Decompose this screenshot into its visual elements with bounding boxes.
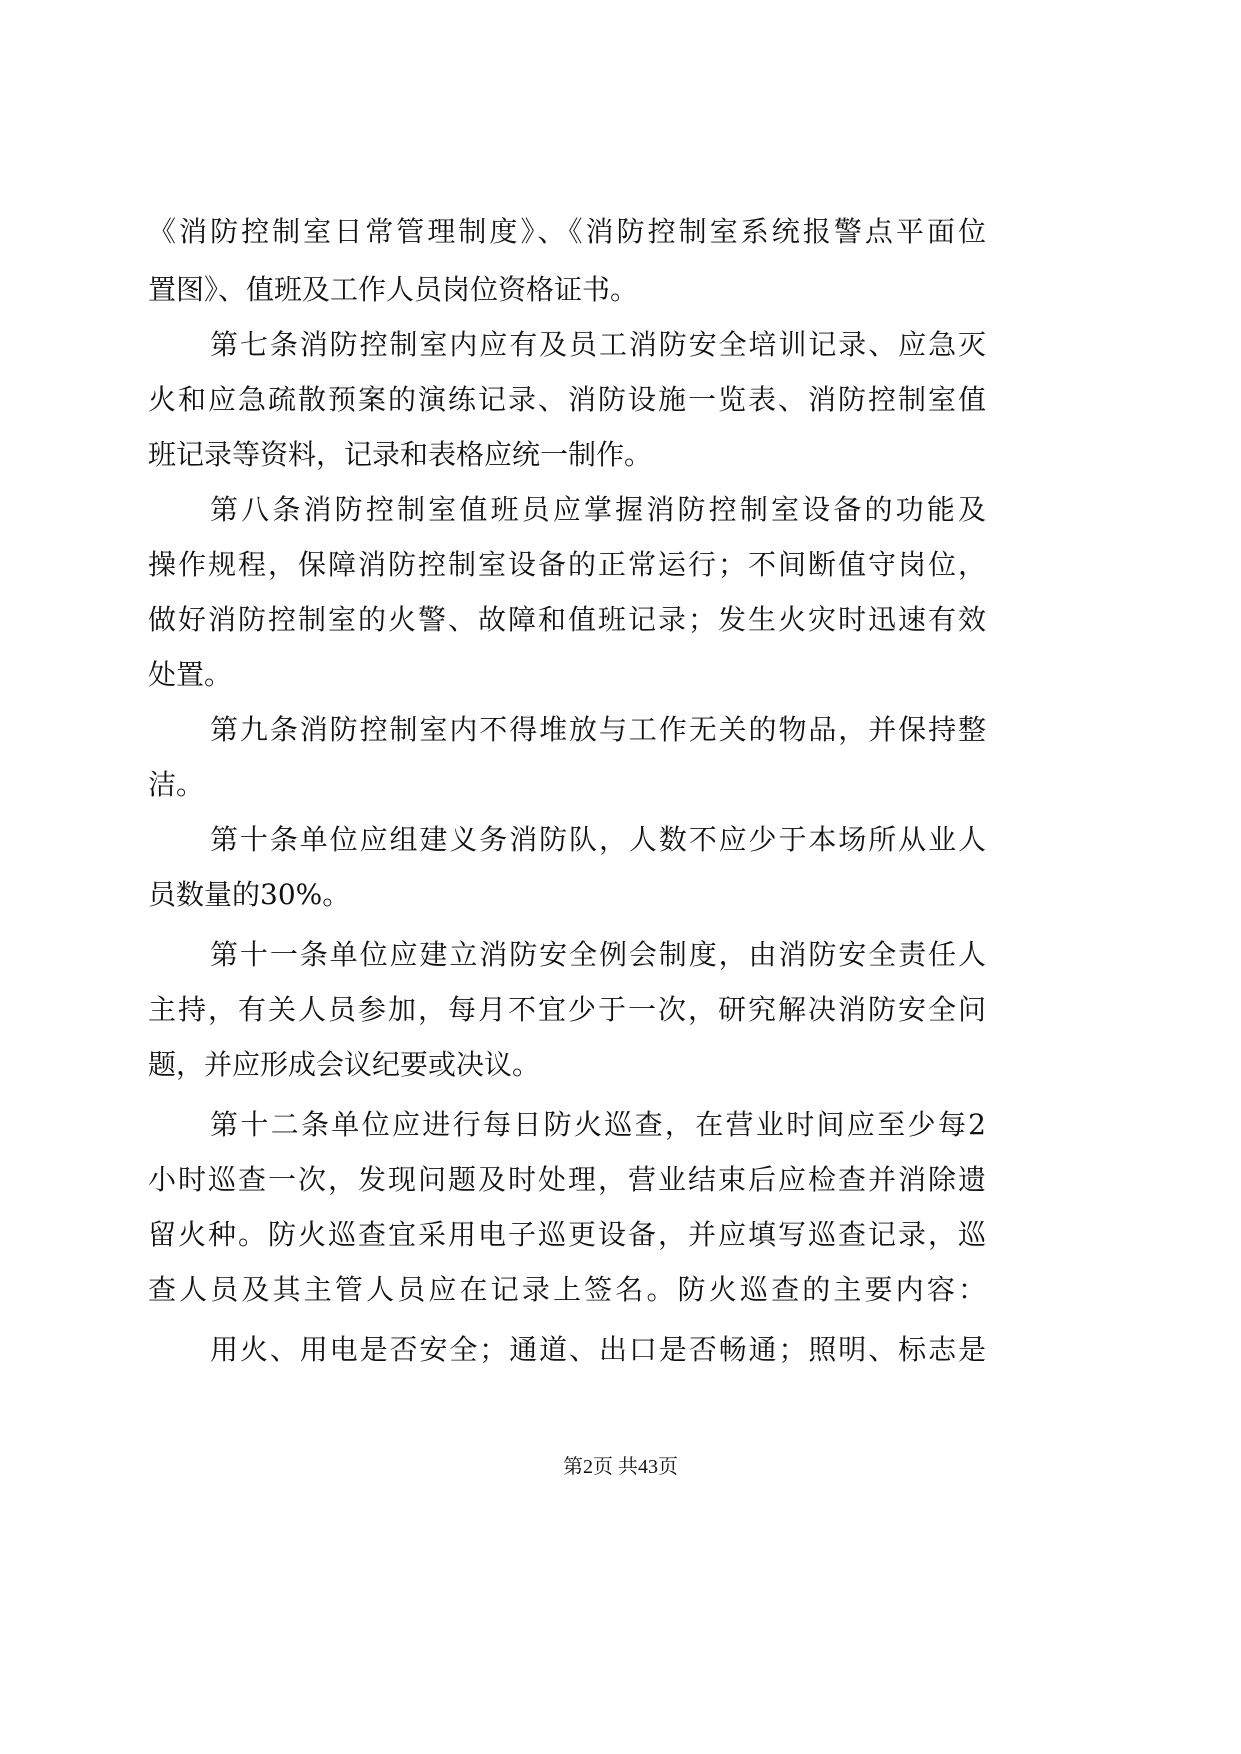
text-line: 处置。	[148, 658, 233, 691]
text-line: 用火、用电是否安全；通道、出口是否畅通；照明、标志是	[210, 1333, 986, 1366]
text-line: 留火种。防火巡查宜采用电子巡更设备，并应填写巡查记录，巡	[148, 1218, 986, 1251]
text-line: 主持，有关人员参加，每月不宜少于一次，研究解决消防安全问	[148, 993, 986, 1026]
text-line: 第十二条单位应进行每日防火巡查，在营业时间应至少每2	[210, 1108, 986, 1141]
text-line: 员数量的30%。	[148, 878, 351, 911]
text-line: 第九条消防控制室内不得堆放与工作无关的物品，并保持整	[210, 713, 986, 746]
text-line: 洁。	[148, 768, 205, 801]
text-line: 操作规程，保障消防控制室设备的正常运行；不间断值守岗位，	[148, 548, 986, 581]
text-line: 《消防控制室日常管理制度》、《消防控制室系统报警点平面位	[148, 215, 986, 248]
text-line: 查人员及其主管人员应在记录上签名。防火巡查的主要内容：	[148, 1273, 986, 1306]
text-line: 第八条消防控制室值班员应掌握消防控制室设备的功能及	[210, 493, 986, 526]
text-line: 第十一条单位应建立消防安全例会制度，由消防安全责任人	[210, 938, 986, 971]
text-line: 第七条消防控制室内应有及员工消防安全培训记录、应急灭	[210, 328, 986, 361]
text-line: 班记录等资料，记录和表格应统一制作。	[148, 438, 653, 471]
text-line: 第十条单位应组建义务消防队，人数不应少于本场所从业人	[210, 823, 986, 856]
text-line: 火和应急疏散预案的演练记录、消防设施一览表、消防控制室值	[148, 383, 986, 416]
text-line: 小时巡查一次，发现问题及时处理，营业结束后应检查并消除遗	[148, 1163, 986, 1196]
page-number-footer: 第2页 共43页	[563, 1456, 678, 1478]
text-line: 置图》、值班及工作人员岗位资格证书。	[148, 273, 639, 306]
text-line: 题，并应形成会议纪要或决议。	[148, 1048, 541, 1081]
text-line: 做好消防控制室的火警、故障和值班记录；发生火灾时迅速有效	[148, 603, 986, 636]
